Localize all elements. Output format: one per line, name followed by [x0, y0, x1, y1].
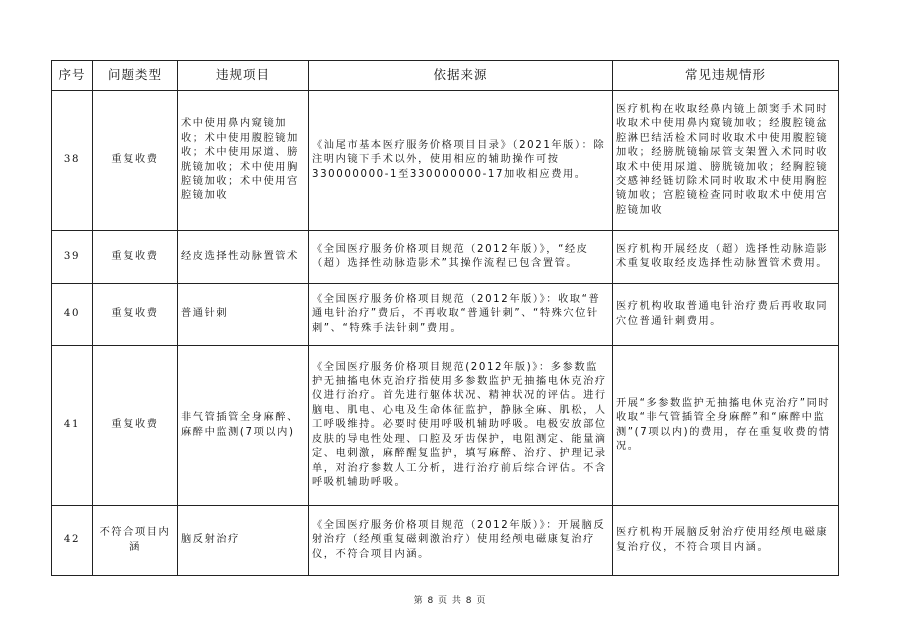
table-row: [52, 231, 839, 284]
row-type: 重复收费: [93, 91, 178, 231]
row-type: 重复收费: [93, 231, 178, 284]
violations-table: [51, 60, 839, 576]
row-basis: 《全国医疗服务价格项目规范（2012年版）》：收取“普通电针治疗”费后，不再收取“普通针刺”、“特殊穴位针刺”、“特殊手法针刺”费用。: [309, 284, 613, 346]
row-item: 术中使用鼻内窥镜加收；术中使用腹腔镜加收；术中使用尿道、膀胱镜加收；术中使用胸腔镜加收；术中使用宫腔镜加收: [178, 91, 309, 231]
header-item: 违规项目: [178, 61, 309, 91]
row-no: 38: [52, 91, 93, 231]
row-no: 40: [52, 284, 93, 346]
row-type: 重复收费: [93, 284, 178, 346]
table-header-row: [52, 61, 839, 91]
row-item: 经皮选择性动脉置管术: [178, 231, 309, 284]
header-type: 问题类型: [93, 61, 178, 91]
row-item: 脑反射治疗: [178, 506, 309, 576]
row-item: 非气管插管全身麻醉、麻醉中监测(7项以内): [178, 346, 309, 506]
row-no: 42: [52, 506, 93, 576]
row-basis: 《全国医疗服务价格项目规范（2012年版）》：开展脑反射治疗（经颅重复磁刺激治疗）使用经颅电磁康复治疗仪，不符合项目内涵。: [309, 506, 613, 576]
row-item: 普通针刺: [178, 284, 309, 346]
row-cases: 医疗机构开展脑反射治疗使用经颅电磁康复治疗仪，不符合项目内涵。: [613, 506, 839, 576]
row-type: 重复收费: [93, 346, 178, 506]
table-row: [52, 91, 839, 231]
header-no: 序号: [52, 61, 93, 91]
row-no: 41: [52, 346, 93, 506]
row-cases: 医疗机构开展经皮（超）选择性动脉造影术重复收取经皮选择性动脉置管术费用。: [613, 231, 839, 284]
header-cases: 常见违规情形: [613, 61, 839, 91]
table-row: [52, 284, 839, 346]
row-basis: 《全国医疗服务价格项目规范（2012年版）》，“经皮（超）选择性动脉造影术”其操作流程已包含置管。: [309, 231, 613, 284]
row-no: 39: [52, 231, 93, 284]
page-number: 第 8 页 共 8 页: [413, 596, 487, 606]
row-basis: 《全国医疗服务价格项目规范(2012年版)》：多参数监护无抽搐电休克治疗指使用多参数监护无抽搐电休克治疗仪进行治疗。首先进行躯体状况、精神状况的评估。进行脑电、肌电、心电及生命体征监护，静脉全麻、肌松，人工呼吸维持。必要时使用呼吸机辅助呼吸。电极安放部位皮肤的导电性处理、口腔及牙齿保护，电阻测定、能量滴定、电刺激，麻醉醒复监护，填写麻醉、治疗、护理记录单，对治疗参数人工分析，进行治疗前后综合评估。不含呼吸机辅助呼吸。: [309, 346, 613, 506]
row-cases: 医疗机构收取普通电针治疗费后再收取同穴位普通针刺费用。: [613, 284, 839, 346]
table-row: [52, 346, 839, 506]
header-basis: 依据来源: [309, 61, 613, 91]
row-basis: 《汕尾市基本医疗服务价格项目目录》（2021年版）：除注明内镜下手术以外，使用相应的辅助操作可按330000000-1至330000000-17加收相应费用。: [309, 91, 613, 231]
row-cases: 开展“多参数监护无抽搐电休克治疗”同时收取“非气管插管全身麻醉”和“麻醉中监测”(7项以内)的费用，存在重复收费的情况。: [613, 346, 839, 506]
row-type: 不符合项目内涵: [93, 506, 178, 576]
row-cases: 医疗机构在收取经鼻内镜上颌窦手术同时收取术中使用鼻内窥镜加收；经腹腔镜盆腔淋巴结活检术同时收取术中使用腹腔镜加收；经膀胱镜输尿管支架置入术同时收取术中使用尿道、膀胱镜加收；经胸腔镜交感神经链切除术同时收取术中使用胸腔镜加收；宫腔镜检查同时收取术中使用宫腔镜加收: [613, 91, 839, 231]
table-row: [52, 506, 839, 576]
